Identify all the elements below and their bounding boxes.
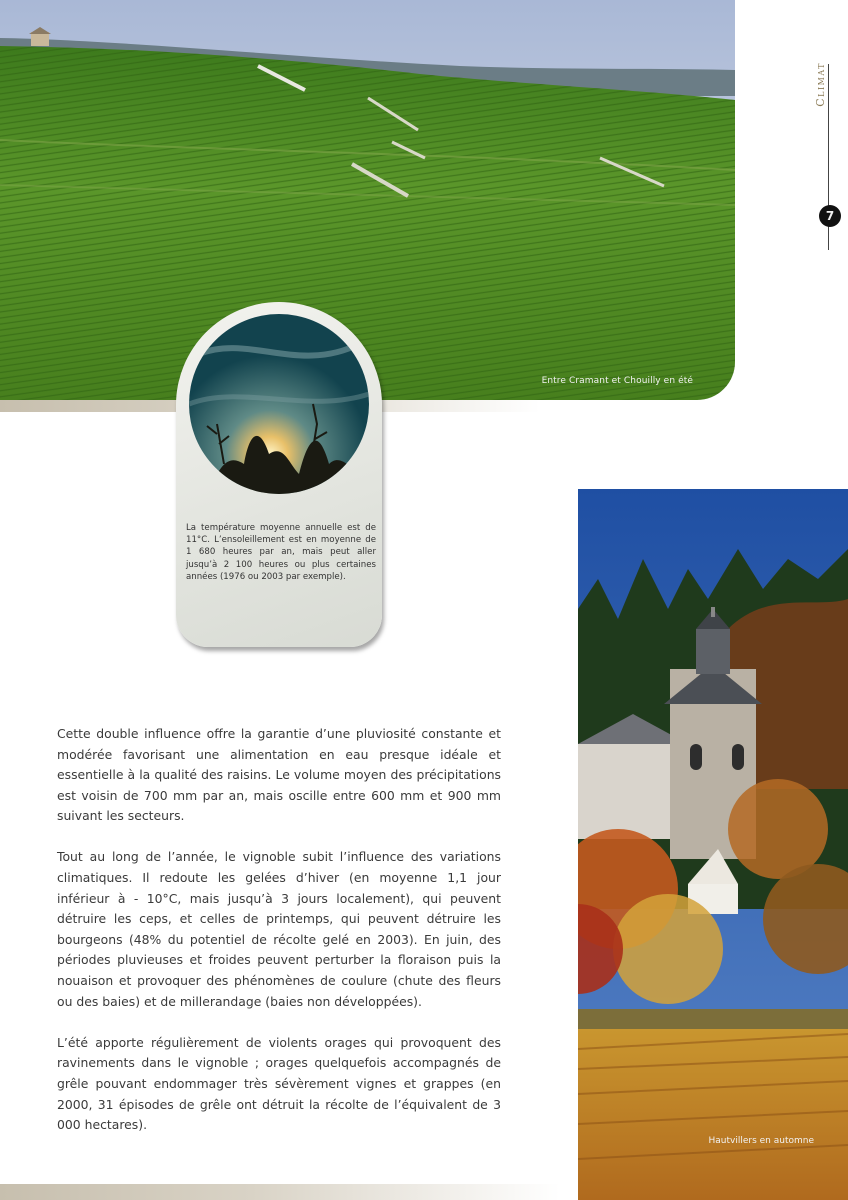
climate-callout-card [176,302,382,647]
decorative-strip-bottom [0,1184,560,1200]
hautvillers-autumn-photo [578,489,848,1200]
paragraph-rainfall: Cette double influence offre la garantie d’une pluviosité constante et modérée favorisant une alimentation en eau presque idéale et essentielle à la qualité des raisins. Le volume moyen des précipitations est voisin de 700 mm par an, mais oscille entre 600 mm et 900 mm suivant les secteurs. [57,726,501,824]
paragraph-frost: Tout au long de l’année, le vignoble subit l’influence des variations climatiques. Il redoute les gelées d’hiver (en moyenne 1,1 jour inférieur à - 10°C, mais jusqu’à 3 jours localement), qui peuvent détruire les ceps, et celles de printemps, qui peuvent détruire les bourgeons (48% du potentiel de récolte gelé en 2003). En juin, des périodes pluvieuses et froides peuvent perturber la floraison puis la nouaison et provoquer des phénomènes de coulure (chute des fleurs ou des baies) et de millerandage (baies non développées). [57,849,501,1009]
body-text [57,724,501,1156]
callout-text: La température moyenne annuelle est de 11°C. L’ensoleillement est en moyenne de 1 680 heures par an, mais peut aller jusqu’à 2 100 heures ou plus certaines années (1976 ou 2003 par exemple). [186,523,376,582]
top-photo-caption: Entre Cramant et Chouilly en été [541,376,693,386]
page-number: 7 [819,205,841,227]
sunset-sky-photo [189,314,369,494]
right-photo-caption: Hautvillers en automne [708,1136,814,1146]
vineyard-summer-photo [0,0,735,400]
paragraph-storms: L’été apporte régulièrement de violents orages qui provoquent des ravinements dans le vignoble ; orages quelquefois accompagnés de grêle pouvant endommager très sévèrement vignes et grappes (en 2000, 31 épisodes de grêle ont détruit la récolte de l’équivalent de 3 000 hectares). [57,1034,501,1133]
section-title: Climat [814,62,827,107]
